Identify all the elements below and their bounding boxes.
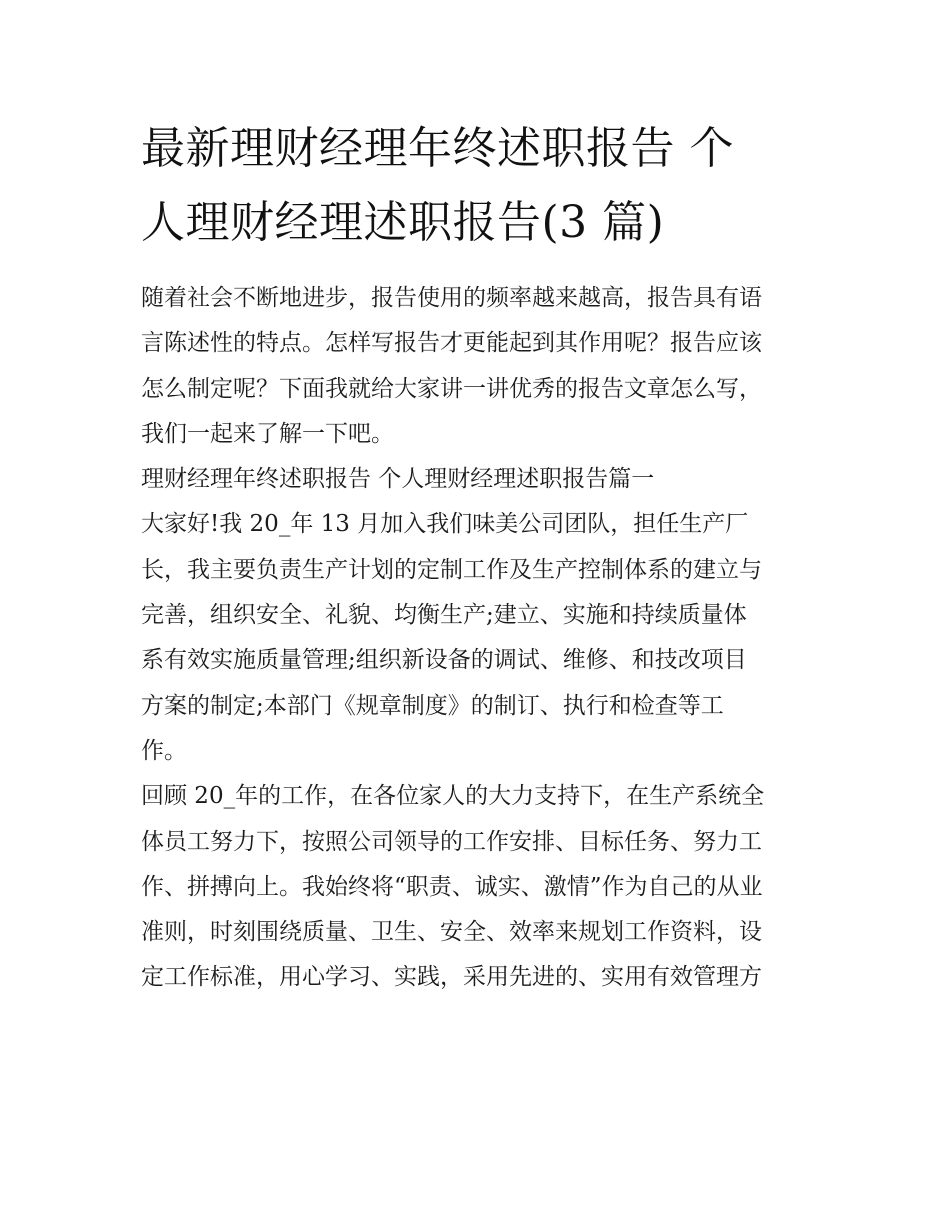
section-heading xyxy=(141,457,813,502)
text-line: 怎么制定呢？下面我就给大家讲一讲优秀的报告文章怎么写， xyxy=(141,375,762,402)
text-line: 准则，时刻围绕质量、卫生、安全、效率来规划工作资料，设 xyxy=(141,919,762,946)
text-line: 作。 xyxy=(141,737,187,764)
intro-paragraph xyxy=(141,276,813,457)
body-paragraph xyxy=(141,502,813,774)
text-line: 系有效实施质量管理;组织新设备的调试、维修、和技改项目 xyxy=(141,647,747,674)
document-content xyxy=(141,112,813,1001)
text-line: 理财经理年终述职报告 个人理财经理述职报告篇一 xyxy=(141,466,655,493)
body-paragraph xyxy=(141,774,813,1000)
text-line: 方案的制定;本部门《规章制度》的制订、执行和检查等工 xyxy=(141,692,724,719)
text-line: 作、拼搏向上。我始终将“职责、诚实、激情”作为自己的从业 xyxy=(141,873,763,900)
document-body xyxy=(141,276,813,1001)
text-line: 我们一起来了解一下吧。 xyxy=(141,420,394,447)
text-line: 定工作标准，用心学习、实践，采用先进的、实用有效管理方 xyxy=(141,964,762,991)
text-line: 回顾 20_年的工作，在各位家人的大力支持下，在生产系统全 xyxy=(141,783,765,810)
text-line: 完善，组织安全、礼貌、均衡生产;建立、实施和持续质量体 xyxy=(141,602,747,629)
text-line: 长，我主要负责生产计划的定制工作及生产控制体系的建立与 xyxy=(141,556,762,583)
document-title xyxy=(141,112,813,260)
title-line: 最新理财经理年终述职报告 个 xyxy=(141,123,734,174)
text-line: 言陈述性的特点。怎样写报告才更能起到其作用呢？报告应该 xyxy=(141,330,762,357)
text-line: 体员工努力下，按照公司领导的工作安排、目标任务、努力工 xyxy=(141,828,762,855)
text-line: 大家好!我 20_年 13 月加入我们味美公司团队，担任生产厂 xyxy=(141,511,749,538)
text-line: 随着社会不断地进步，报告使用的频率越来越高，报告具有语 xyxy=(141,285,762,311)
title-line: 人理财经理述职报告(3 篇) xyxy=(141,197,665,248)
